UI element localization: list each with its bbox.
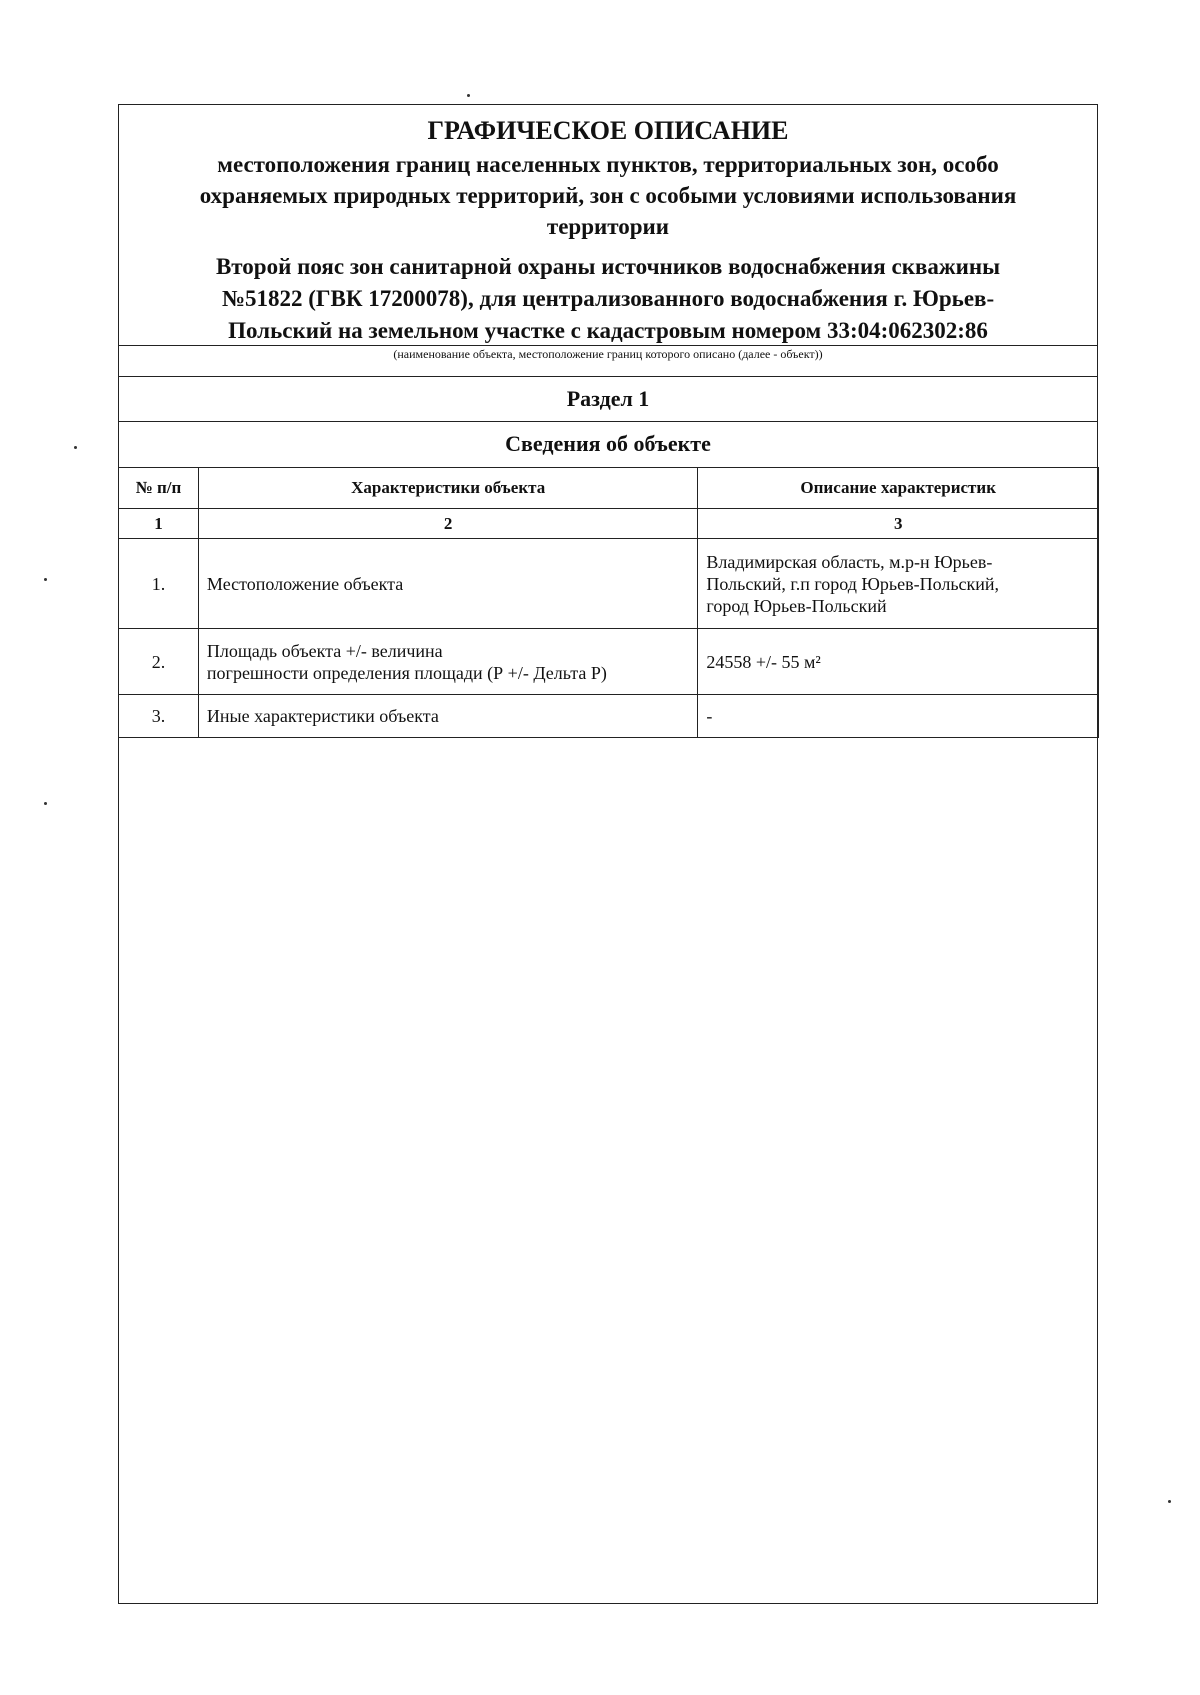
row-number: 2. [119, 629, 199, 695]
scan-speck [1168, 1500, 1171, 1503]
table-header-row [119, 468, 1099, 509]
characteristic-cell [198, 539, 697, 629]
description-cell [698, 629, 1099, 695]
scan-speck [44, 802, 47, 805]
characteristic-line: погрешности определения площади (Р +/- Дельта Р) [206, 662, 607, 683]
column-number: 1 [119, 509, 199, 539]
column-number: 3 [698, 509, 1099, 539]
section-title: Раздел 1 [566, 386, 650, 411]
object-name-caption: (наименование объекта, местоположение границ которого описано (далее - объект)) [393, 347, 823, 361]
description-line: Польский, г.п город Юрьев-Польский, [706, 573, 1000, 594]
characteristic-cell [198, 695, 697, 738]
row-number: 3. [119, 695, 199, 738]
characteristic-line: Местоположение объекта [206, 573, 404, 594]
description-line: город Юрьев-Польский [706, 595, 887, 616]
object-name-line: №51822 (ГВК 17200078), для централизованного водоснабжения г. Юрьев- [221, 286, 995, 311]
table-row [119, 629, 1099, 695]
document-subtitle [119, 149, 1097, 242]
characteristic-line: Иные характеристики объекта [206, 706, 439, 726]
column-header: Характеристики объекта [198, 468, 697, 509]
description-line: 24558 +/- 55 м² [706, 651, 821, 672]
column-number-row [119, 509, 1099, 539]
section-divider [119, 421, 1097, 422]
description-cell [698, 539, 1099, 629]
scan-speck [44, 578, 47, 581]
object-info-table [118, 467, 1099, 738]
characteristic-line: Площадь объекта +/- величина [206, 640, 443, 661]
scan-speck [467, 94, 470, 97]
description-line: Владимирская область, м.р-н Юрьев- [706, 551, 993, 572]
table-row [119, 695, 1099, 738]
subtitle-line: охраняемых природных территорий, зон с особыми условиями использования [199, 183, 1017, 208]
object-name-line: Польский на земельном участке с кадастровым номером 33:04:062302:86 [228, 318, 988, 343]
section-divider [119, 376, 1097, 377]
row-number: 1. [119, 539, 199, 629]
description-cell [698, 695, 1099, 738]
object-name-line: Второй пояс зон санитарной охраны источников водоснабжения скважины [215, 254, 1001, 279]
scan-speck [74, 446, 77, 449]
section-subtitle: Сведения об объекте [505, 431, 711, 456]
document-title: ГРАФИЧЕСКОЕ ОПИСАНИЕ [427, 116, 789, 145]
characteristic-cell [198, 629, 697, 695]
subtitle-line: территории [546, 214, 670, 239]
column-header: Описание характеристик [698, 468, 1099, 509]
description-line: - [706, 706, 713, 726]
column-number: 2 [198, 509, 697, 539]
column-header: № п/п [119, 468, 199, 509]
subtitle-line: местоположения границ населенных пунктов, территориальных зон, особо [217, 152, 999, 177]
object-name [119, 251, 1097, 347]
table-row [119, 539, 1099, 629]
document-frame [118, 104, 1098, 1604]
